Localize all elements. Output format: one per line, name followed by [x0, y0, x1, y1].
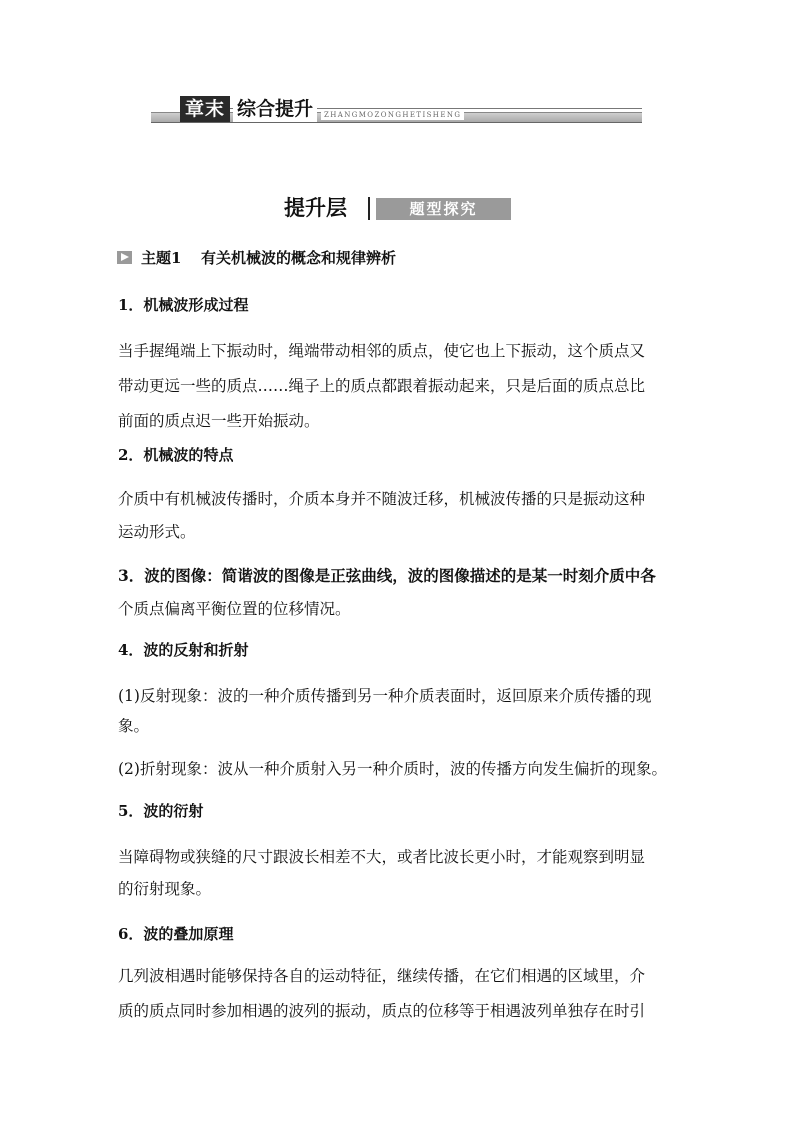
- chapter-banner: [151, 96, 642, 126]
- paragraph-line: (1)反射现象：波的一种介质传播到另一种介质表面时，返回原来介质传播的现: [118, 687, 652, 705]
- item-heading-inline: [118, 565, 656, 587]
- topic-label: 主题1: [141, 249, 182, 267]
- item-heading: 1．机械波形成过程: [118, 296, 249, 314]
- paragraph-line: 几列波相遇时能够保持各自的运动特征，继续传播，在它们相遇的区域里，介: [118, 967, 646, 985]
- banner-tag: 章末: [180, 96, 230, 122]
- banner-pinyin: ZHANGMOZONGHETISHENG: [321, 110, 464, 120]
- paragraph-line: 当手握绳端上下振动时，绳端带动相邻的质点，使它也上下振动，这个质点又: [118, 342, 646, 360]
- section-subtitle: 题型探究: [376, 198, 511, 220]
- paragraph-line: 介质中有机械波传播时，介质本身并不随波迁移，机械波传播的只是振动这种: [118, 490, 646, 508]
- item-heading-text: 3．波的图像：简谐波的图像是正弦曲线，波的图像描述的是某一时刻介质中各: [118, 566, 656, 585]
- play-arrow-icon: [117, 251, 132, 264]
- paragraph-line: 质的质点同时参加相遇的波列的振动，质点的位移等于相遇波列单独存在时引: [118, 1002, 646, 1020]
- paragraph-line: 当障碍物或狭缝的尺寸跟波长相差不大，或者比波长更小时，才能观察到明显: [118, 848, 646, 866]
- paragraph-line: (2)折射现象：波从一种介质射入另一种介质时，波的传播方向发生偏折的现象。: [118, 760, 667, 778]
- paragraph-line: 象。: [118, 717, 150, 735]
- section-title: 提升层: [284, 196, 347, 220]
- item-heading: 6．波的叠加原理: [118, 925, 234, 943]
- section-divider: [368, 197, 370, 220]
- paragraph-line: 运动形式。: [118, 523, 196, 541]
- item-heading: 5．波的衍射: [118, 802, 204, 820]
- paragraph-line: 带动更远一些的质点……绳子上的质点都跟着振动起来，只是后面的质点总比: [118, 377, 646, 395]
- topic-text: 有关机械波的概念和规律辨析: [201, 249, 397, 267]
- paragraph-line: 个质点偏离平衡位置的位移情况。: [118, 600, 351, 618]
- item-heading: 4．波的反射和折射: [118, 641, 249, 659]
- paragraph-line: 的衍射现象。: [118, 880, 212, 898]
- banner-title: 综合提升: [233, 96, 317, 122]
- item-heading: 2．机械波的特点: [118, 446, 234, 464]
- paragraph-line: 前面的质点迟一些开始振动。: [118, 412, 320, 430]
